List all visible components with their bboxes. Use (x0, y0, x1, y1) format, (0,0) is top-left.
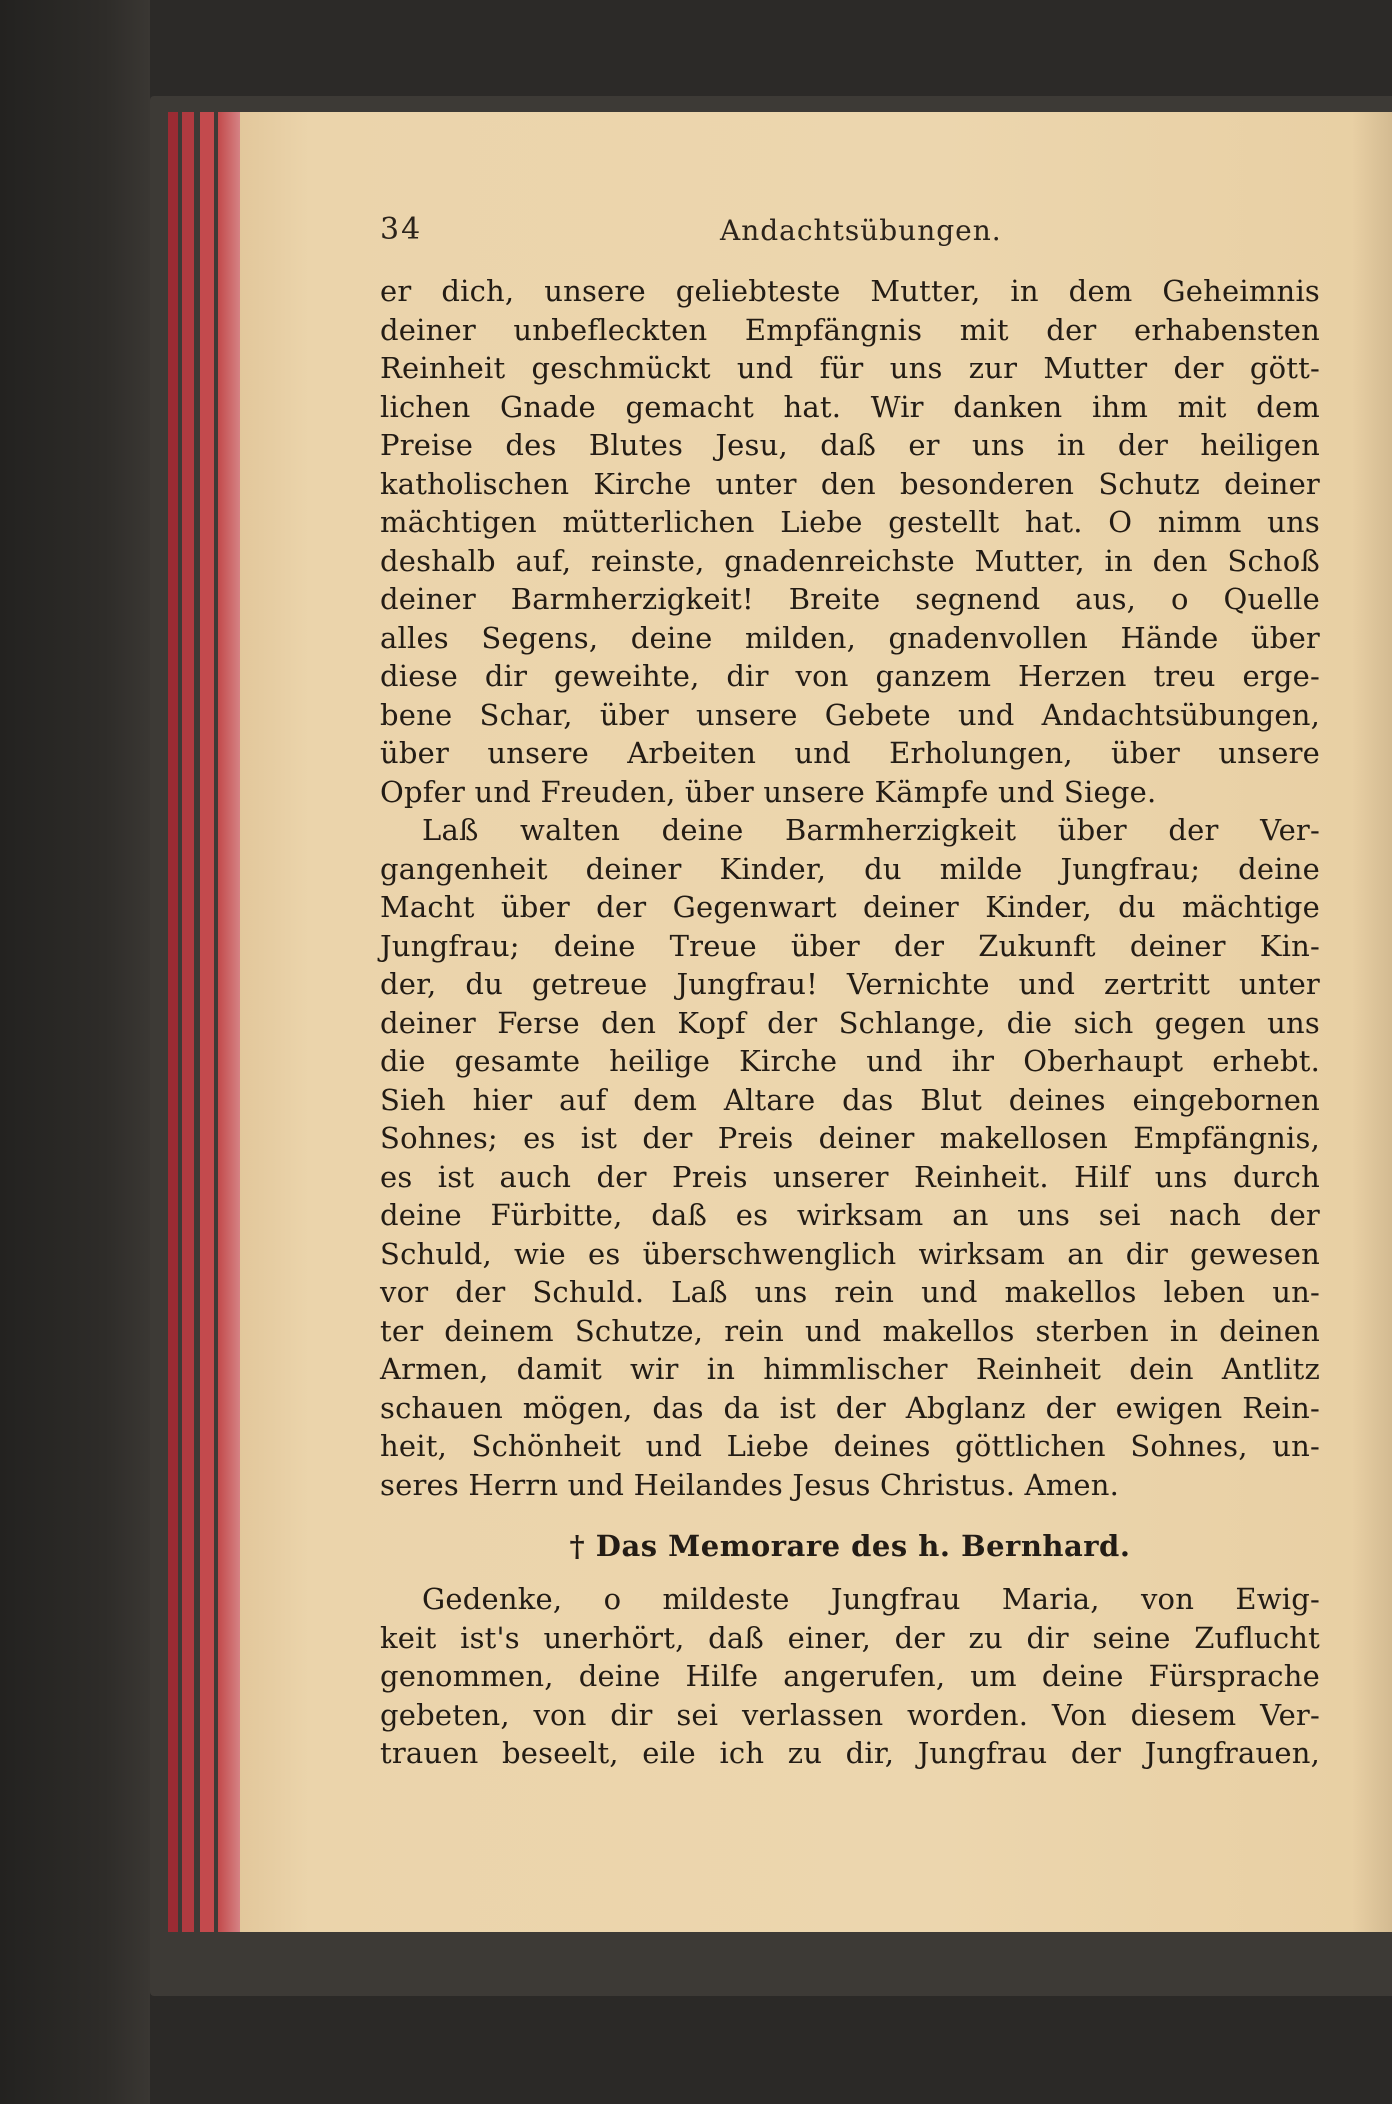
text-line: ter deinem Schutze, rein und makellos sterben in deinen (380, 1313, 1320, 1348)
paragraph-2 (380, 811, 1320, 1504)
page-edge-red (218, 112, 242, 1932)
text-line: Reinheit geschmückt und für uns zur Mutter der gött- (380, 351, 1320, 385)
text-line: deine Fürbitte, daß es wirksam an uns sei nach der (380, 1198, 1320, 1232)
text-line: gebeten, von dir sei verlassen worden. Von diesem Ver- (380, 1697, 1320, 1732)
paragraph-3 (380, 1580, 1320, 1773)
text-line: Jungfrau; deine Treue über der Zukunft deiner Kin- (380, 928, 1320, 963)
text-line: seres Herrn und Heilandes Jesus Christus. Amen. (380, 1467, 1120, 1502)
background-top (0, 0, 1392, 98)
text-line: deshalb auf, reinste, gnadenreichste Mutter, in den Schoß (380, 543, 1320, 578)
text-line: trauen beseelt, eile ich zu dir, Jungfrau der Jungfrauen, (380, 1736, 1320, 1770)
text-line: Sieh hier auf dem Altare das Blut deines eingebornen (380, 1082, 1320, 1117)
text-line: Macht über der Gegenwart deiner Kinder, du mächtige (380, 890, 1320, 924)
page-edge-red (168, 112, 178, 1932)
page-shadow (1352, 112, 1392, 1932)
text-line: der, du getreue Jungfrau! Vernichte und zertritt unter (380, 967, 1320, 1001)
text-line: Laß walten deine Barmherzigkeit über der Ver- (422, 813, 1320, 847)
text-line: es ist auch der Preis unserer Reinheit. Hilf uns durch (380, 1159, 1320, 1194)
text-line: vor der Schuld. Laß uns rein und makellos leben un- (380, 1275, 1320, 1309)
text-line: Gedenke, o mildeste Jungfrau Maria, von Ewig- (422, 1582, 1320, 1616)
text-line: lichen Gnade gemacht hat. Wir danken ihm mit dem (380, 389, 1320, 424)
text-line: keit ist's unerhört, daß einer, der zu dir seine Zuflucht (380, 1620, 1320, 1655)
text-line: gangenheit deiner Kinder, du milde Jungfrau; deine (380, 851, 1320, 886)
running-head: Andachtsübungen. (720, 214, 1002, 247)
text-line: die gesamte heilige Kirche und ihr Oberhaupt erhebt. (380, 1044, 1320, 1078)
text-line: deiner Ferse den Kopf der Schlange, die sich gegen uns (380, 1005, 1320, 1040)
text-line: Opfer und Freuden, über unsere Kämpfe und Siege. (380, 774, 1157, 809)
text-line: heit, Schönheit und Liebe deines göttlichen Sohnes, un- (380, 1429, 1320, 1463)
page-edge-red (182, 112, 194, 1932)
text-line: Armen, damit wir in himmlischer Reinheit dein Antlitz (380, 1352, 1320, 1386)
text-line: Schuld, wie es überschwenglich wirksam an dir gewesen (380, 1236, 1320, 1271)
text-line: deiner unbefleckten Empfängnis mit der erhabensten (380, 312, 1320, 347)
page-body (380, 272, 1320, 1773)
text-line: Sohnes; es ist der Preis deiner makellosen Empfängnis, (380, 1121, 1320, 1155)
page-number: 34 (380, 212, 423, 247)
text-line: katholischen Kirche unter den besonderen Schutz deiner (380, 466, 1320, 501)
text-line: diese dir geweihte, dir von ganzem Herzen treu erge- (380, 659, 1320, 693)
text-line: er dich, unsere geliebteste Mutter, in dem Geheimnis (380, 274, 1320, 308)
section-title: † Das Memorare des h. Bernhard. (569, 1529, 1131, 1563)
book-page (240, 112, 1392, 1932)
text-line: schauen mögen, das da ist der Abglanz der ewigen Rein- (380, 1390, 1320, 1425)
text-line: genommen, deine Hilfe angerufen, um deine Fürsprache (380, 1659, 1320, 1693)
text-line: bene Schar, über unsere Gebete und Andachtsübungen, (380, 697, 1320, 732)
background-left (0, 0, 150, 2104)
text-line: mächtigen mütterlichen Liebe gestellt hat. O nimm uns (380, 505, 1320, 539)
text-line: deiner Barmherzigkeit! Breite segnend aus, o Quelle (380, 582, 1320, 616)
text-line: Preise des Blutes Jesu, daß er uns in der heiligen (380, 428, 1320, 462)
text-line: alles Segens, deine milden, gnadenvollen Hände über (380, 620, 1320, 655)
page-header (240, 212, 1392, 252)
text-line: über unsere Arbeiten und Erholungen, über unsere (380, 736, 1320, 770)
page-edge-red (200, 112, 214, 1932)
paragraph-1 (380, 272, 1320, 811)
